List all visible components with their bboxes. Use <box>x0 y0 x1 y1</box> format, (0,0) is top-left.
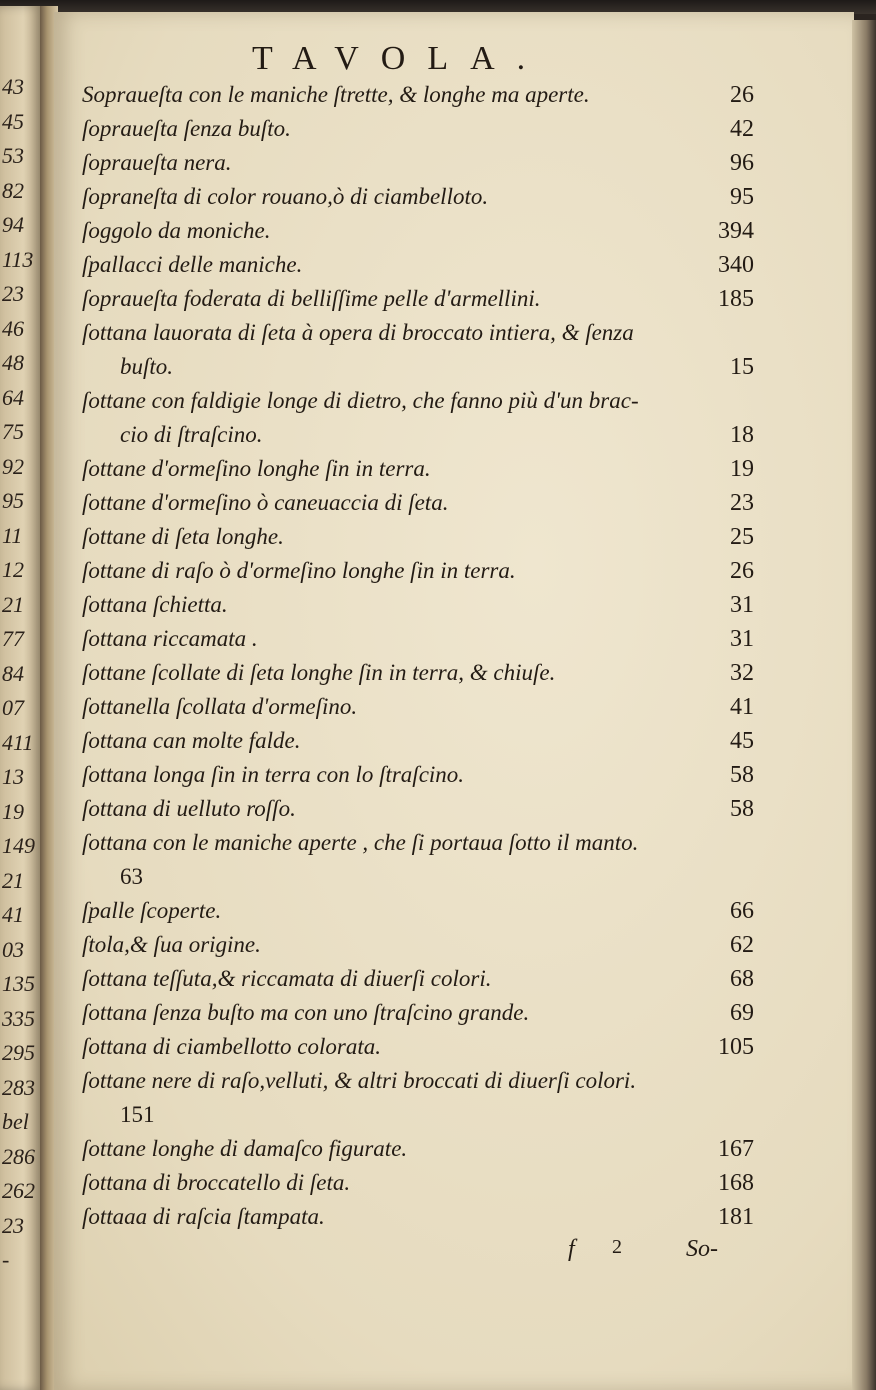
entry-text: ſopraueſta nera. <box>82 150 232 175</box>
index-entry <box>82 826 772 860</box>
left-page-number: - <box>2 1249 10 1272</box>
entry-page-number: 25 <box>730 524 754 550</box>
index-entry <box>82 452 772 486</box>
entry-text: ſottana can molte falde. <box>82 728 301 753</box>
index-entry <box>82 384 772 418</box>
left-page-edge <box>0 6 42 1390</box>
left-page-number: 286 <box>2 1145 35 1169</box>
entry-text: ſottane con faldigie longe di dietro, che fanno più d'un brac- <box>82 388 639 413</box>
entry-text: ſottanella ſcollata d'ormeſino. <box>82 694 358 719</box>
index-entry <box>82 588 772 622</box>
signature-letter: f <box>568 1236 575 1262</box>
entry-text: ſtola,& ſua origine. <box>82 932 261 957</box>
index-entry <box>82 962 772 996</box>
index-entry <box>82 78 772 112</box>
signature-number: 2 <box>612 1236 622 1258</box>
entry-text: 63 <box>120 864 143 889</box>
entry-text: ſottane d'ormeſino ò caneuaccia di ſeta. <box>82 490 449 515</box>
entry-text: ſottana di uelluto roſſo. <box>82 796 296 821</box>
index-entry <box>82 690 772 724</box>
entry-page-number: 26 <box>730 82 754 108</box>
left-page-number: 92 <box>2 455 24 479</box>
entry-page-number: 68 <box>730 966 754 992</box>
left-page-number: 82 <box>2 179 24 203</box>
index-entry <box>82 894 772 928</box>
entry-text: ſottana di broccatello di ſeta. <box>82 1170 351 1195</box>
entry-text: ſpalle ſcoperte. <box>82 898 222 923</box>
index-entry <box>82 214 772 248</box>
index-entry <box>82 860 772 894</box>
left-page-number: 11 <box>2 524 23 548</box>
left-page-number: 94 <box>2 214 24 237</box>
entry-page-number: 58 <box>730 796 754 822</box>
entry-text: ſottane d'ormeſino longhe ſin in terra. <box>82 456 431 481</box>
left-page-number: 64 <box>2 386 24 410</box>
entry-text: ſottane di ſeta longhe. <box>82 524 284 549</box>
index-entry <box>82 1064 772 1098</box>
entry-page-number: 15 <box>730 354 754 380</box>
entry-page-number: 26 <box>730 558 754 584</box>
index-entry <box>82 724 772 758</box>
entry-text: ſopraueſta foderata di belliſſime pelle d'armellini. <box>82 286 541 311</box>
left-page-number: 12 <box>2 559 24 582</box>
running-head: TAVOLA. <box>252 40 548 77</box>
entry-page-number: 105 <box>718 1034 754 1060</box>
entry-page-number: 96 <box>730 150 754 176</box>
left-page-number: 45 <box>2 110 24 134</box>
entry-text: ſottane di raſo ò d'ormeſino longhe ſin in terra. <box>82 558 516 583</box>
entry-page-number: 19 <box>730 456 754 482</box>
entry-text: ſottane ſcollate di ſeta longhe ſin in terra, & chiuſe. <box>82 660 556 685</box>
index-entry <box>82 180 772 214</box>
index-entry <box>82 996 772 1030</box>
entry-text: ſottana ſenza buſto ma con uno ſtraſcino grande. <box>82 1000 530 1025</box>
index-entry <box>82 1200 772 1234</box>
entry-page-number: 32 <box>730 660 754 686</box>
index-entry <box>82 112 772 146</box>
entry-page-number: 42 <box>730 116 754 142</box>
entry-page-number: 41 <box>730 694 754 720</box>
entry-page-number: 394 <box>718 218 754 244</box>
index-entry <box>82 758 772 792</box>
left-page-number: 77 <box>2 628 24 651</box>
page-fore-edge <box>852 20 876 1390</box>
index-entry <box>82 656 772 690</box>
index-entry <box>82 1166 772 1200</box>
entry-page-number: 58 <box>730 762 754 788</box>
left-page-number: 07 <box>2 697 24 720</box>
index-entry <box>82 1098 772 1132</box>
left-page-number: 149 <box>2 835 35 858</box>
left-page-number: 41 <box>2 904 24 927</box>
left-page-number: 283 <box>2 1076 35 1100</box>
index-entry <box>82 928 772 962</box>
left-page-number: 335 <box>2 1007 35 1031</box>
index-entry <box>82 418 772 452</box>
left-page-number: 48 <box>2 352 24 375</box>
entry-text: ſottaaa di raſcia ſtampata. <box>82 1204 325 1229</box>
index-entry <box>82 350 772 384</box>
left-page-number: 19 <box>2 800 24 824</box>
entry-text: ſpallacci delle maniche. <box>82 252 303 277</box>
left-page-number: bel <box>2 1111 29 1134</box>
entry-page-number: 185 <box>718 286 754 312</box>
entry-text: ſottana lauorata di ſeta à opera di broccato intiera, & ſenza <box>82 320 634 345</box>
left-page-number: 295 <box>2 1042 35 1065</box>
entry-text: ſottana ſchietta. <box>82 592 228 617</box>
index-entry <box>82 1030 772 1064</box>
entry-text: ſopraneſta di color rouano,ò di ciambelloto. <box>82 184 489 209</box>
index-entries <box>82 78 772 1234</box>
entry-text: ſottana longa ſin in terra con lo ſtraſcino. <box>82 762 465 787</box>
entry-text: ſottana con le maniche aperte , che ſi portaua ſotto il manto. <box>82 830 639 855</box>
entry-text: ſottane longhe di damaſco figurate. <box>82 1136 408 1161</box>
index-entry <box>82 486 772 520</box>
left-page-number: 03 <box>2 938 24 962</box>
entry-page-number: 181 <box>718 1204 754 1230</box>
index-entry <box>82 520 772 554</box>
left-page-number: 84 <box>2 662 24 686</box>
entry-page-number: 18 <box>730 422 754 448</box>
index-entry <box>82 554 772 588</box>
entry-text: ſottana riccamata . <box>82 626 258 651</box>
index-entry <box>82 146 772 180</box>
index-entry <box>82 248 772 282</box>
index-entry <box>82 1132 772 1166</box>
entry-page-number: 340 <box>718 252 754 278</box>
left-page-page-numbers <box>0 76 40 1284</box>
left-page-number: 411 <box>2 731 34 755</box>
left-page-number: 95 <box>2 490 24 513</box>
catchword: So- <box>686 1236 718 1262</box>
entry-page-number: 167 <box>718 1136 754 1162</box>
left-page-number: 46 <box>2 317 24 341</box>
left-page-number: 23 <box>2 1214 24 1238</box>
entry-page-number: 95 <box>730 184 754 210</box>
index-entry <box>82 316 772 350</box>
entry-page-number: 66 <box>730 898 754 924</box>
entry-page-number: 31 <box>730 626 754 652</box>
entry-text: ſottana teſſuta,& riccamata di diuerſi colori. <box>82 966 492 991</box>
entry-text: ſopraueſta ſenza buſto. <box>82 116 291 141</box>
entry-text: 151 <box>120 1102 155 1127</box>
index-entry <box>82 622 772 656</box>
entry-page-number: 45 <box>730 728 754 754</box>
entry-text: Sopraueſta con le maniche ſtrette, & longhe ma aperte. <box>82 82 590 107</box>
entry-page-number: 31 <box>730 592 754 618</box>
entry-text: cio di ſtraſcino. <box>120 422 263 447</box>
left-page-number: 262 <box>2 1180 35 1203</box>
entry-text: buſto. <box>120 354 174 379</box>
left-page-number: 53 <box>2 145 24 168</box>
left-page-number: 13 <box>2 766 24 789</box>
left-page-number: 135 <box>2 973 35 996</box>
entry-page-number: 69 <box>730 1000 754 1026</box>
entry-page-number: 62 <box>730 932 754 958</box>
entry-text: ſoggolo da moniche. <box>82 218 271 243</box>
index-entry <box>82 282 772 316</box>
left-page-number: 21 <box>2 869 24 893</box>
entry-text: ſottane nere di raſo,velluti, & altri broccati di diuerſi colori. <box>82 1068 637 1093</box>
left-page-number: 21 <box>2 593 24 617</box>
left-page-number: 75 <box>2 421 24 444</box>
left-page-number: 43 <box>2 76 24 99</box>
entry-page-number: 168 <box>718 1170 754 1196</box>
left-page-number: 113 <box>2 248 34 272</box>
entry-text: ſottana di ciambellotto colorata. <box>82 1034 381 1059</box>
index-entry <box>82 792 772 826</box>
left-page-number: 23 <box>2 283 24 306</box>
entry-page-number: 23 <box>730 490 754 516</box>
